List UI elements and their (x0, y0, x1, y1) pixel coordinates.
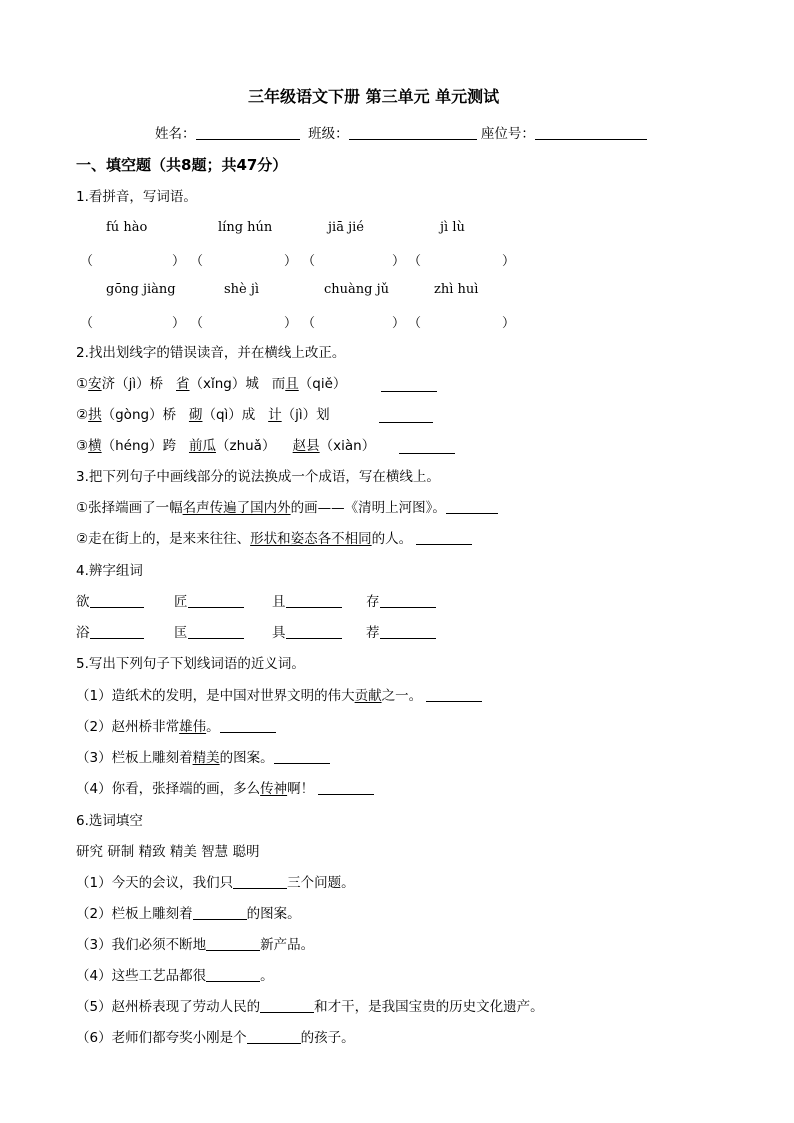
answer-blank[interactable] (381, 377, 437, 392)
underlined-char: 省 (176, 376, 190, 392)
q6-word-bank: 研究 研制 精致 精美 智慧 聪明 (76, 844, 260, 860)
answer-blank[interactable] (188, 593, 244, 608)
answer-blank[interactable] (206, 936, 260, 951)
paren-open: （ (302, 254, 316, 269)
underlined-word: 精美 (192, 750, 220, 766)
pinyin: jì lù (440, 220, 465, 235)
underlined-phrase: 形状和姿态各不相同 (250, 531, 372, 547)
sentence-text: （6）老师们都夸奖小刚是个 (76, 1030, 247, 1046)
pinyin: zhì huì (434, 282, 479, 297)
char: 欲 (76, 594, 90, 610)
item-number: ② (76, 407, 89, 423)
paren-open: （ (190, 316, 204, 331)
underlined-char: 安 (88, 376, 102, 392)
page-title: 三年级语文下册 第三单元 单元测试 (248, 87, 500, 106)
q6-item (76, 1029, 355, 1047)
q4-char (366, 624, 436, 642)
answer-blank[interactable] (274, 749, 330, 764)
underlined-char: 且 (285, 376, 299, 392)
q4-char (76, 624, 144, 642)
item-number: ① (76, 376, 89, 392)
answer-blank[interactable] (233, 874, 287, 889)
q4-char (76, 593, 144, 611)
underlined-char: 计 (268, 407, 282, 423)
sentence-text: （4）你看，张择端的画，多么 (76, 781, 261, 797)
underlined-char: 砌 (188, 407, 203, 423)
q6-item (76, 967, 274, 985)
answer-blank[interactable] (188, 624, 244, 639)
sentence-text: （2）栏板上雕刻着 (76, 906, 193, 922)
q2-stem: 2.找出划线字的错误读音，并在横线上改正。 (76, 345, 346, 361)
name-blank[interactable] (196, 125, 300, 140)
q5-item (76, 718, 276, 736)
section-heading: 一、填空题（共8题；共47分） (76, 156, 288, 174)
item-text: （jì）划 (281, 407, 330, 423)
q5-item (76, 749, 330, 767)
seat-label: 座位号： (480, 126, 535, 142)
item-text: （qì）成 (202, 407, 256, 423)
char: 且 (272, 594, 286, 610)
sentence-text: （1）造纸术的发明，是中国对世界文明的伟大 (76, 688, 355, 704)
paren-close: ） (502, 254, 516, 269)
item-text: （zhuǎ） (215, 438, 276, 454)
answer-blank[interactable] (286, 624, 342, 639)
answer-blank[interactable] (380, 593, 436, 608)
char: 具 (272, 625, 286, 641)
q6-stem: 6.选词填空 (76, 813, 143, 829)
item-text: （héng）跨 (101, 438, 177, 454)
q5-item (76, 780, 374, 798)
item-text: （qiě） (298, 376, 347, 392)
q5-item (76, 687, 482, 705)
sentence-text: 的孩子。 (300, 1030, 355, 1046)
pinyin: shè jì (224, 282, 260, 297)
answer-blank[interactable] (193, 905, 247, 920)
paren-close: ） (284, 254, 298, 269)
answer-blank[interactable] (416, 530, 472, 545)
answer-blank[interactable] (260, 998, 314, 1013)
underlined-word: 传神 (260, 781, 288, 797)
item-number: ③ (76, 438, 89, 454)
sentence-text: 和才干，是我国宝贵的历史文化遗产。 (314, 999, 544, 1015)
answer-blank[interactable] (380, 624, 436, 639)
answer-blank[interactable] (399, 439, 455, 454)
sentence-text: 啊！ (287, 781, 315, 797)
pinyin: líng hún (218, 220, 273, 235)
answer-blank[interactable] (318, 780, 374, 795)
sentence-text: 之一。 (381, 688, 423, 704)
q6-item (76, 905, 301, 923)
q6-item (76, 874, 355, 892)
answer-blank[interactable] (286, 593, 342, 608)
name-label: 姓名： (155, 126, 196, 142)
answer-blank[interactable] (247, 1029, 301, 1044)
answer-blank[interactable] (90, 624, 144, 639)
sentence-text: 。 (206, 719, 220, 735)
q6-item (76, 998, 544, 1016)
sentence-text: 。 (260, 968, 274, 984)
paren-open: （ (408, 316, 422, 331)
q2-item-2 (76, 406, 330, 424)
sentence-text: 的画——《清明上河图》。 (290, 500, 446, 516)
q4-char (272, 624, 342, 642)
q5-stem: 5.写出下列句子下划线词语的近义词。 (76, 656, 305, 672)
sentence-text: 的人。 (371, 531, 413, 547)
paren-close: ） (172, 254, 186, 269)
underlined-char: 前瓜 (188, 438, 216, 454)
q3-sentence-2 (76, 530, 472, 548)
sentence-text: 新产品。 (260, 937, 315, 953)
paren-open: （ (190, 254, 204, 269)
item-text: （xǐng）城 (189, 376, 259, 392)
char: 荐 (366, 625, 380, 641)
underlined-word: 雄伟 (179, 719, 207, 735)
pinyin: fú hào (106, 220, 148, 235)
q6-item (76, 936, 314, 954)
underlined-word: 贡献 (354, 688, 382, 704)
q4-char (272, 593, 342, 611)
item-text: （xiàn） (319, 438, 376, 454)
class-blank[interactable] (349, 125, 477, 140)
paren-close: ） (284, 316, 298, 331)
q3-stem: 3.把下列句子中画线部分的说法换成一个成语，写在横线上。 (76, 469, 440, 485)
paren-open: （ (302, 316, 316, 331)
char: 匠 (174, 594, 188, 610)
q3-sentence-1 (76, 499, 498, 517)
pinyin: jiā jié (328, 220, 364, 235)
q4-stem: 4.辨字组词 (76, 563, 143, 579)
paren-close: ） (502, 316, 516, 331)
underlined-char: 赵县 (292, 438, 320, 454)
char: 存 (366, 594, 380, 610)
pinyin: gōng jiàng (106, 282, 176, 297)
paren-open: （ (80, 316, 94, 331)
q1-stem: 1.看拼音，写词语。 (76, 189, 197, 205)
sentence-text: （5）赵州桥表现了劳动人民的 (76, 999, 261, 1015)
pinyin: chuàng jǔ (324, 282, 390, 297)
underlined-char: 拱 (88, 407, 102, 423)
char: 浴 (76, 625, 90, 641)
q4-char (174, 624, 244, 642)
paren-open: （ (80, 254, 94, 269)
q2-item-3 (76, 437, 375, 455)
answer-blank[interactable] (206, 967, 260, 982)
sentence-text: 的图案。 (246, 906, 301, 922)
sentence-text: （1）今天的会议，我们只 (76, 875, 234, 891)
sentence-text: 三个问题。 (287, 875, 355, 891)
item-text: 而 (271, 376, 286, 392)
q2-item-1 (76, 375, 346, 393)
paren-close: ） (392, 316, 406, 331)
paren-close: ） (172, 316, 186, 331)
answer-blank[interactable] (426, 687, 482, 702)
sentence-text: ②走在街上的，是来来往往、 (76, 531, 251, 547)
answer-blank[interactable] (90, 593, 144, 608)
paren-close: ） (392, 254, 406, 269)
item-text: （gòng）桥 (101, 407, 177, 423)
char: 匡 (174, 625, 188, 641)
sentence-text: （3）栏板上雕刻着 (76, 750, 193, 766)
sentence-text: （3）我们必须不断地 (76, 937, 207, 953)
paren-open: （ (408, 254, 422, 269)
answer-blank[interactable] (446, 499, 498, 514)
underlined-char: 横 (88, 438, 102, 454)
q4-char (174, 593, 244, 611)
q4-char (366, 593, 436, 611)
sentence-text: （2）赵州桥非常 (76, 719, 180, 735)
answer-blank[interactable] (220, 718, 276, 733)
sentence-text: （4）这些工艺品都很 (76, 968, 207, 984)
seat-blank[interactable] (535, 125, 647, 140)
underlined-phrase: 名声传遍了国内外 (182, 500, 291, 516)
student-info-line (155, 125, 647, 143)
item-text: 济（jì）桥 (101, 376, 164, 392)
class-label: 班级： (308, 126, 349, 142)
answer-blank[interactable] (379, 408, 433, 423)
sentence-text: 的图案。 (219, 750, 274, 766)
sentence-text: ①张择端画了一幅 (76, 500, 183, 516)
